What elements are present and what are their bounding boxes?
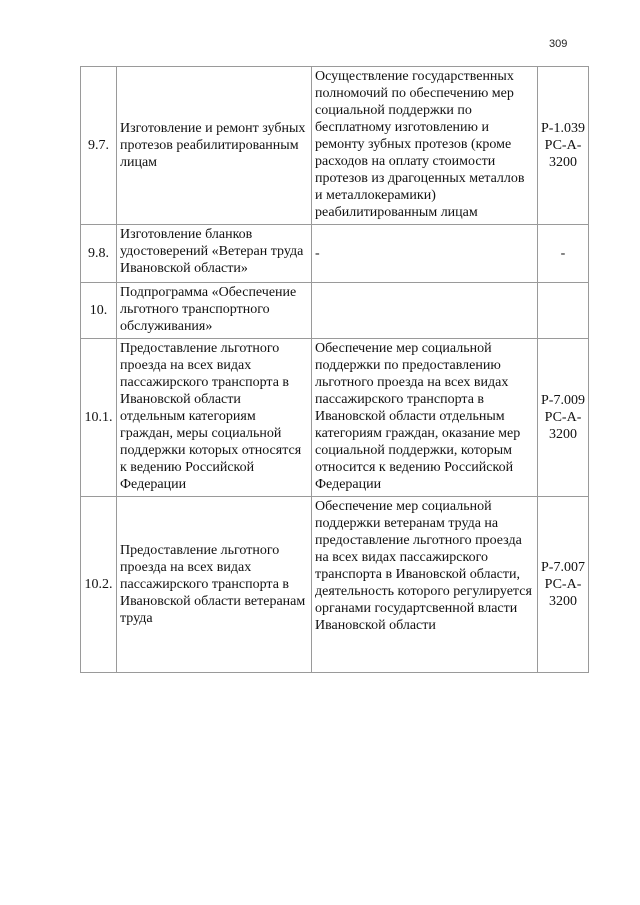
code-line: РС-А- xyxy=(544,410,582,425)
item-name: Предоставление льготного проезда на всех видах пассажирского транспорта в Ивановской области ветеранам труда xyxy=(117,497,312,673)
item-code xyxy=(538,283,589,339)
item-name: Изготовление и ремонт зубных протезов реабилитированным лицам xyxy=(117,67,312,225)
code-line: - xyxy=(560,246,566,261)
table-row xyxy=(81,497,589,673)
code-line: Р-7.009 xyxy=(541,393,585,408)
item-description: Обеспечение мер социальной поддержки по предоставлению льготного проезда на всех видах пассажирского транспорта в Ивановской области отдельным категориям граждан, оказание мер социальной поддержки, которым относится к ведению Российской Федерации xyxy=(312,339,538,497)
row-number: 10.2. xyxy=(81,497,117,673)
table-row xyxy=(81,283,589,339)
table-row xyxy=(81,339,589,497)
item-code xyxy=(538,339,589,497)
item-code xyxy=(538,497,589,673)
page-number: 309 xyxy=(549,38,568,50)
table-row xyxy=(81,67,589,225)
item-name: Подпрограмма «Обеспечение льготного транспортного обслуживания» xyxy=(117,283,312,339)
code-line: 3200 xyxy=(549,594,577,609)
item-description xyxy=(312,283,538,339)
code-line: Р-1.039 xyxy=(541,121,585,136)
item-name: Предоставление льготного проезда на всех видах пассажирского транспорта в Ивановской области отдельным категориям граждан, меры социальной поддержки которых относятся к ведению Российской Федерации xyxy=(117,339,312,497)
program-table xyxy=(80,66,589,673)
item-description: Обеспечение мер социальной поддержки ветеранам труда на предоставление льготного проезда на всех видах пассажирского транспорта в Ивановской области, деятельность которого регулируется органами государтсвенной власти Ивановской области xyxy=(312,497,538,673)
row-number: 10.1. xyxy=(81,339,117,497)
code-line: РС-А- xyxy=(544,138,582,153)
item-description: - xyxy=(312,225,538,283)
row-number: 10. xyxy=(81,283,117,339)
row-number: 9.8. xyxy=(81,225,117,283)
code-line: 3200 xyxy=(549,427,577,442)
item-code xyxy=(538,225,589,283)
code-line: Р-7.007 xyxy=(541,560,585,575)
row-number: 9.7. xyxy=(81,67,117,225)
table-row xyxy=(81,225,589,283)
code-line: РС-А- xyxy=(544,577,582,592)
item-name: Изготовление бланков удостоверений «Ветеран труда Ивановской области» xyxy=(117,225,312,283)
item-code xyxy=(538,67,589,225)
item-description: Осуществление государственных полномочий по обеспечению мер социальной поддержки по бесплатному изготовлению и ремонту зубных протезов (кроме расходов на оплату стоимости протезов из драгоценных металлов и металлокерамики) реабилитированным лицам xyxy=(312,67,538,225)
code-line: 3200 xyxy=(549,155,577,170)
